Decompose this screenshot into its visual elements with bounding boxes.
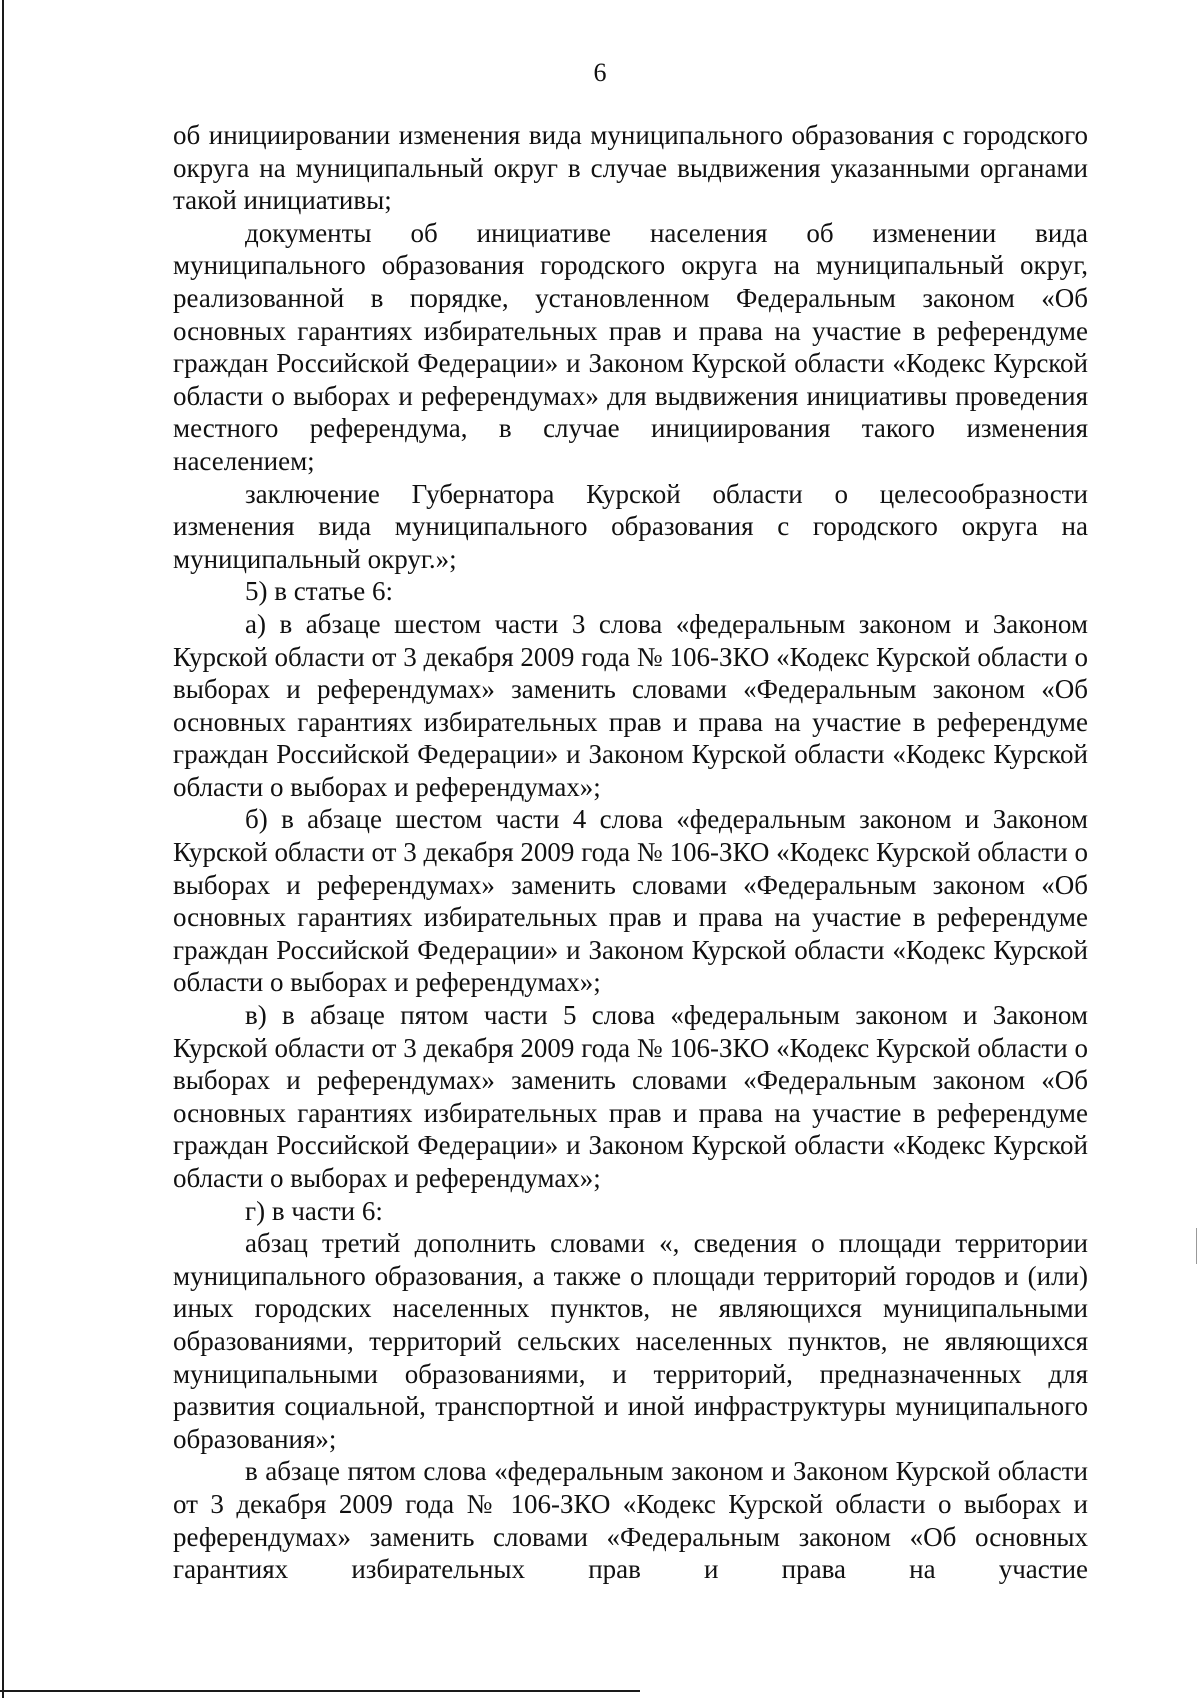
paragraph: документы об инициативе населения об изменении вида муниципального образования городского округа на муниципальный округ, реализованной в порядке, установленном Федеральным законом «Об основных гарантиях избирательных прав и права на участие в референдуме граждан Российской Федерации» и Законом Курской области «Кодекс Курской области о выборах и референдумах» для выдвижения инициативы проведения местного референдума, в случае инициирования такого изменения населением; [173,217,1088,476]
scan-bottom-edge [0,1690,640,1692]
document-body [173,119,1088,1586]
paragraph: а) в абзаце шестом части 3 слова «федеральным законом и Законом Курской области от 3 декабря 2009 года № 106-ЗКО «Кодекс Курской области о выборах и референдумах» заменить словами «Федеральным законом «Об основных гарантиях избирательных прав и права на участие в референдуме граждан Российской Федерации» и Законом Курской области «Кодекс Курской области о выборах и референдумах»; [173,608,1088,802]
paragraph: б) в абзаце шестом части 4 слова «федеральным законом и Законом Курской области от 3 декабря 2009 года № 106-ЗКО «Кодекс Курской области о выборах и референдумах» заменить словами «Федеральным законом «Об основных гарантиях избирательных прав и права на участие в референдуме граждан Российской Федерации» и Законом Курской области «Кодекс Курской области о выборах и референдумах»; [173,804,1088,998]
page-number: 6 [593,58,607,87]
paragraph: абзац третий дополнить словами «, сведения о площади территории муниципального образования, а также о площади территорий городов и (или) иных городских населенных пунктов, не являющихся муниципальными образованиями, территорий сельских населенных пунктов, не являющихся муниципальными образованиями, и территорий, предназначенных для развития социальной, транспортной и иной инфраструктуры муниципального образования»; [173,1228,1088,1454]
paragraph-truncated: в абзаце пятом слова «федеральным законом и Законом Курской области от 3 декабря 2009 года № 106-ЗКО «Кодекс Курской области о выборах и референдумах» заменить словами «Федеральным законом «Об основных гарантиях избирательных прав и права на участие [173,1456,1088,1585]
paragraph: г) в части 6: [245,1195,383,1226]
scan-right-mark [1196,1228,1197,1264]
paragraph: 5) в статье 6: [245,576,393,607]
paragraph-continuation: об инициировании изменения вида муниципального образования с городского округа на муниципальный округ в случае выдвижения указанными органами такой инициативы; [173,120,1088,216]
paragraph: в) в абзаце пятом части 5 слова «федеральным законом и Законом Курской области от 3 декабря 2009 года № 106-ЗКО «Кодекс Курской области о выборах и референдумах» заменить словами «Федеральным законом «Об основных гарантиях избирательных прав и права на участие в референдуме граждан Российской Федерации» и Законом Курской области «Кодекс Курской области о выборах и референдумах»; [173,1000,1088,1193]
paragraph: заключение Губернатора Курской области о целесообразности изменения вида муниципального образования с городского округа на муниципальный округ.»; [173,478,1088,574]
scan-left-edge [2,0,4,1698]
